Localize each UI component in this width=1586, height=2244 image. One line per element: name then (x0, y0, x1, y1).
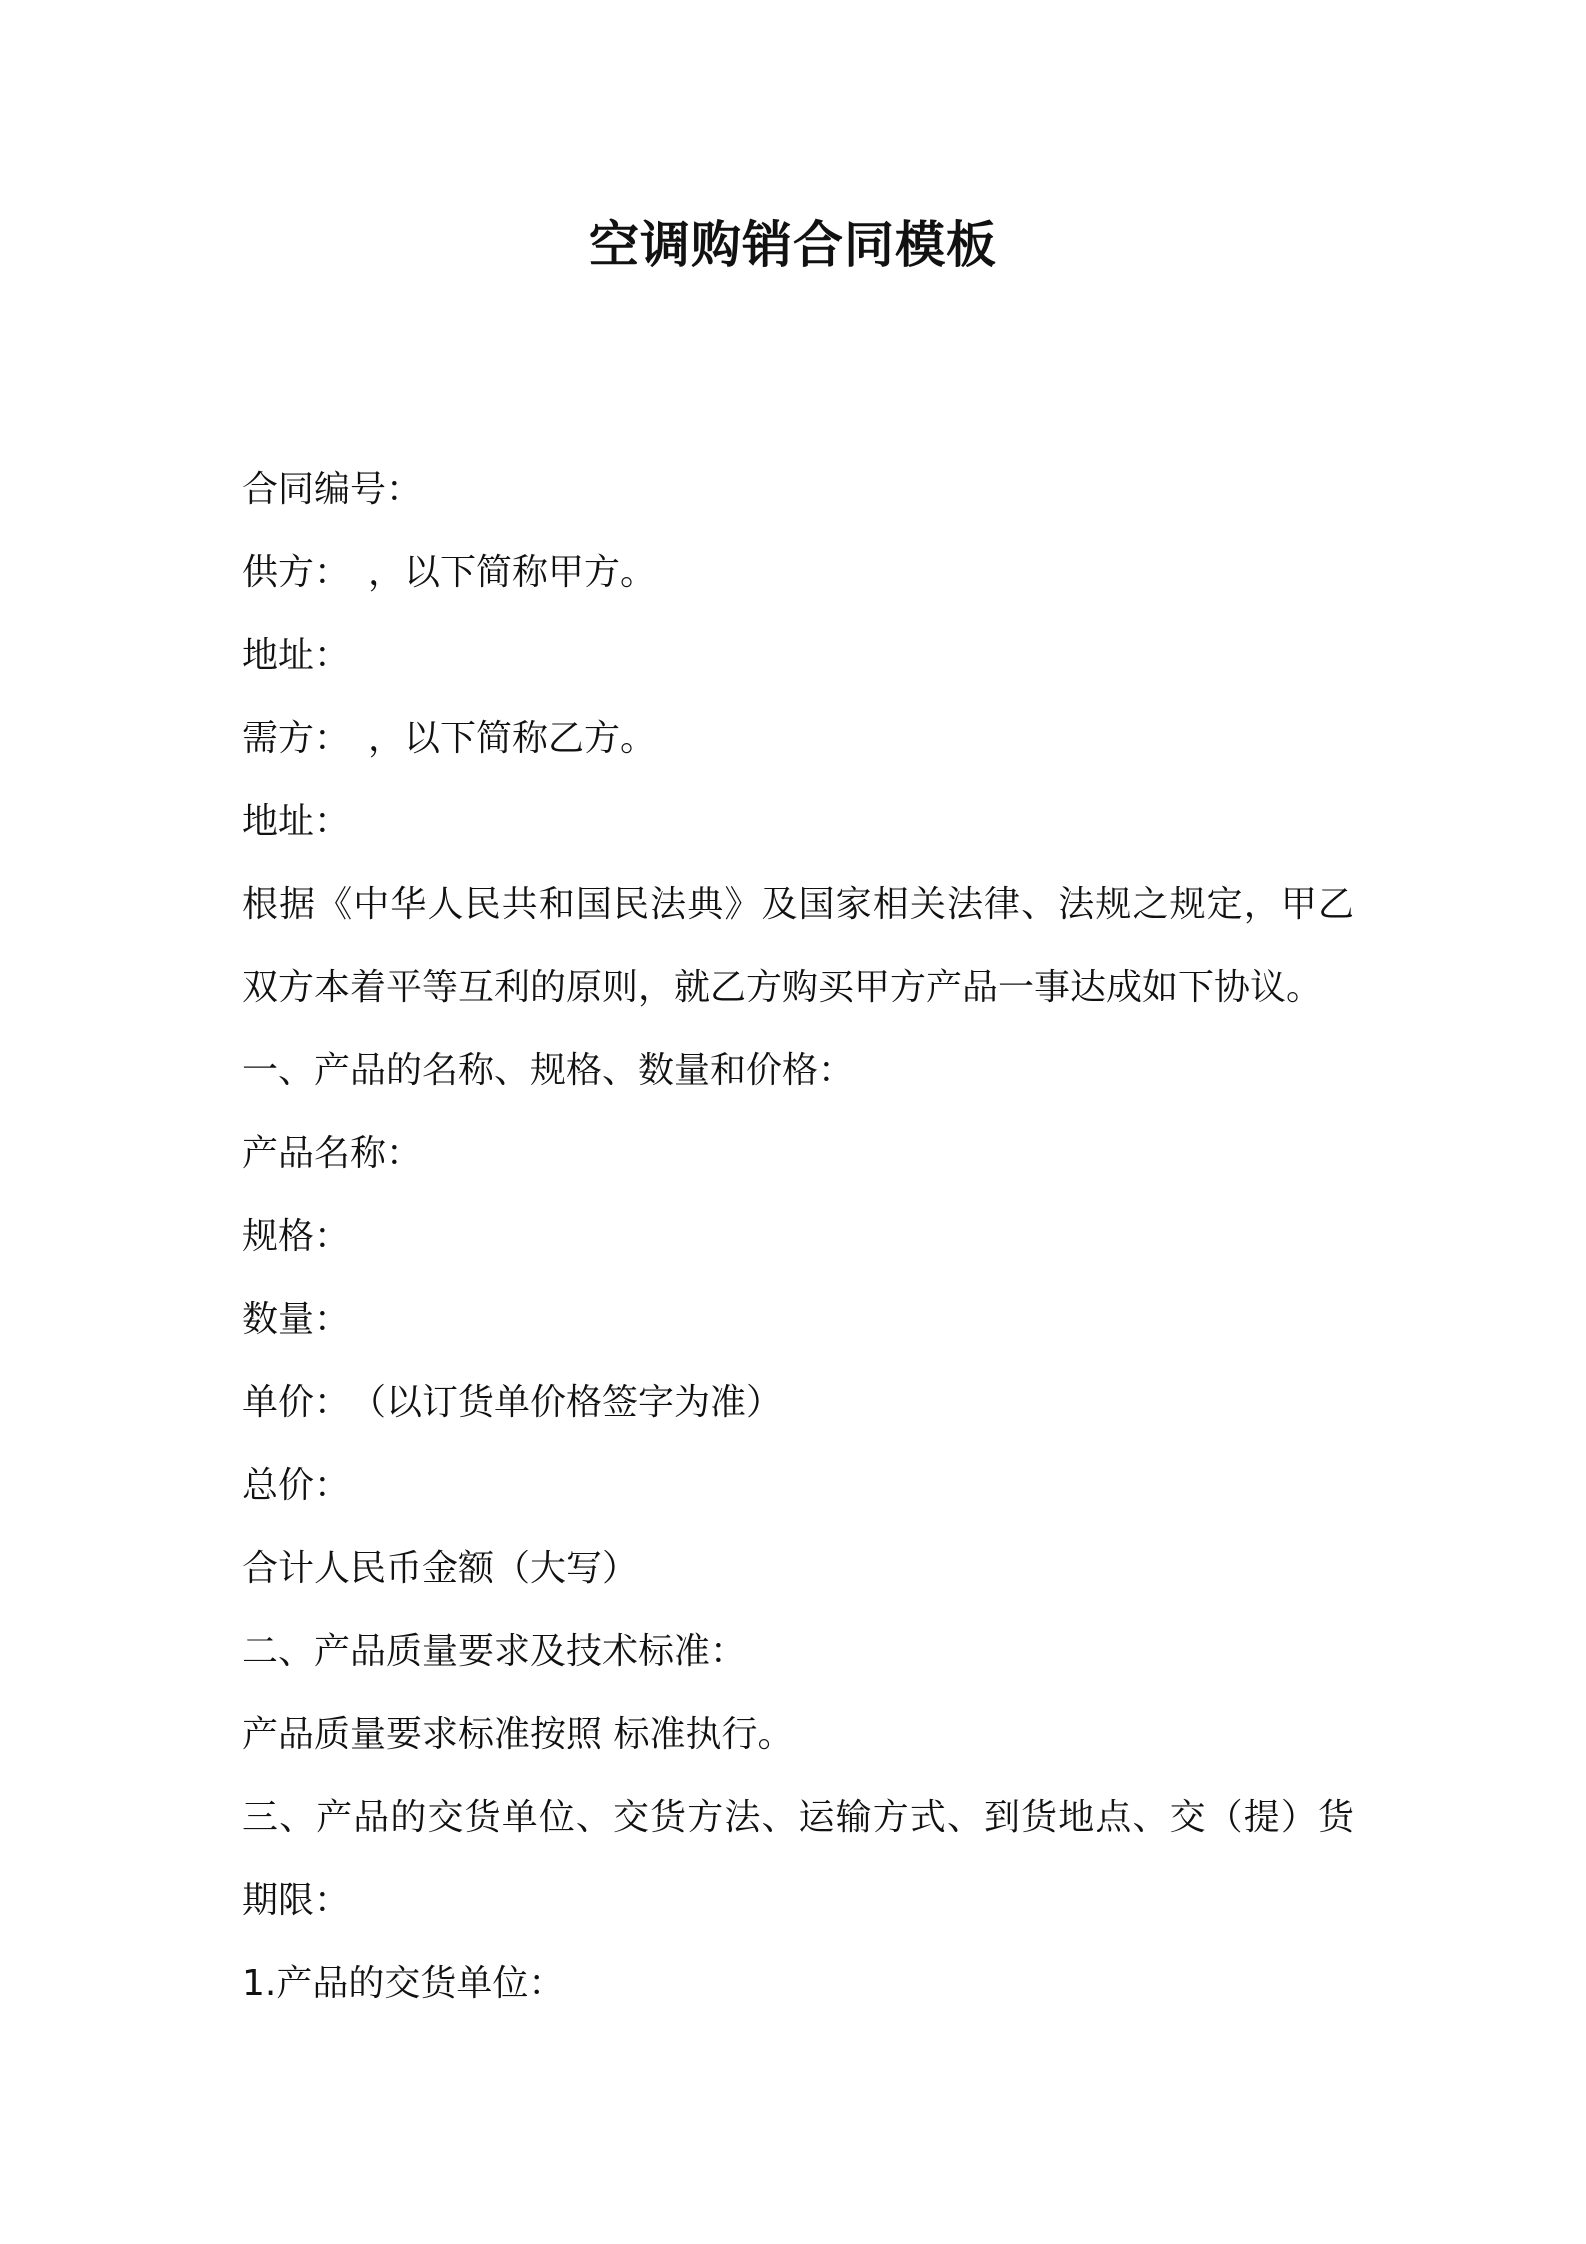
contract-number-line: 合同编号： (242, 469, 423, 510)
unit-price-line: 单价： （以订货单价格签字为准） (242, 1382, 783, 1423)
preamble-paragraph: 根据《中华人民共和国民法典》及国家相关法律、法规之规定，甲乙双方本着平等互利的原则，就乙方购买甲方产品一事达成如下协议。 (242, 884, 1354, 1008)
product-name-line: 产品名称： (242, 1133, 423, 1174)
buyer-line: 需方： ，以下简称乙方。 (242, 718, 657, 759)
quantity-line: 数量： (242, 1299, 351, 1340)
document-body (242, 448, 1354, 2025)
spec-line: 规格： (242, 1216, 351, 1257)
document-title: 空调购销合同模板 (589, 216, 997, 274)
section-2-heading: 二、产品质量要求及技术标准： (242, 1631, 747, 1672)
supplier-address-line: 地址： (242, 635, 351, 676)
section-3-heading: 三、产品的交货单位、交货方法、运输方式、到货地点、交（提）货期限： (242, 1797, 1354, 1921)
quality-standard-line: 产品质量要求标准按照 标准执行。 (242, 1714, 794, 1755)
total-price-line: 总价： (242, 1465, 351, 1506)
section-1-heading: 一、产品的名称、规格、数量和价格： (242, 1050, 855, 1091)
supplier-line: 供方： ，以下简称甲方。 (242, 552, 657, 593)
buyer-address-line: 地址： (242, 801, 351, 842)
total-rmb-line: 合计人民币金额（大写） (242, 1548, 639, 1589)
item-1-line: 1.产品的交货单位： (242, 1963, 565, 2004)
